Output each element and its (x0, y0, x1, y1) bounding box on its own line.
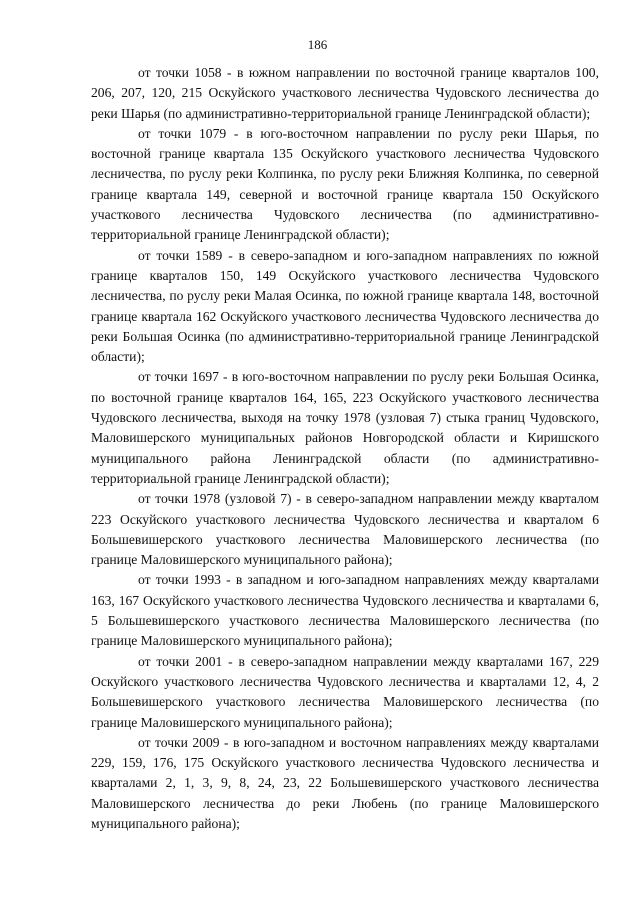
paragraph-point-2001: от точки 2001 - в северо-западном направлении между кварталами 167, 229 Оскуйского участкового лесничества Чудовского лесничества и кварталами 12, 4, 2 Большевишерского участкового лесничества Маловишерского лесничества (по границе Маловишерского муниципального района); (91, 653, 599, 730)
page-number: 186 (307, 37, 328, 52)
document-body (91, 63, 599, 834)
paragraph-point-1079: от точки 1079 - в юго-восточном направлении по руслу реки Шарья, по восточной границе квартала 135 Оскуйского участкового лесничества Чудовского лесничества, по руслу реки Колпинка, по руслу реки Ближняя Колпинка, по северной границе квартала 149, северной и восточной границе квартала 150 Оскуйского участкового лесничества Чудовского лесничества (по административно-территориальной границе Ленинградской области); (91, 125, 599, 243)
paragraph-point-2009: от точки 2009 - в юго-западном и восточном направлениях между кварталами 229, 159, 176, 175 Оскуйского участкового лесничества Чудовского лесничества и кварталами 2, 1, 3, 9, 8, 24, 23, 22 Большевишерского участкового лесничества Маловишерского лесничества до реки Любень (по границе Маловишерского муниципального района); (91, 734, 599, 831)
paragraph-point-1993: от точки 1993 - в западном и юго-западном направлениях между кварталами 163, 167 Оскуйского участкового лесничества Чудовского лесничества и кварталами 6, 5 Большевишерского участкового лесничества Маловишерского лесничества (по границе Маловишерского муниципального района); (91, 572, 599, 649)
paragraph-point-1978: от точки 1978 (узловой 7) - в северо-западном направлении между кварталом 223 Оскуйского участкового лесничества Чудовского лесничества и кварталом 6 Большевишерского участкового лесничества Маловишерского лесничества (по границе Маловишерского муниципального района); (91, 491, 599, 568)
paragraph-point-1058: от точки 1058 - в южном направлении по восточной границе кварталов 100, 206, 207, 120, 215 Оскуйского участкового лесничества Чудовского лесничества до реки Шарья (по административно-территориальной границе Ленинградской области); (91, 65, 599, 121)
paragraph-point-1697: от точки 1697 - в юго-восточном направлении по руслу реки Большая Осинка, по восточной границе кварталов 164, 165, 223 Оскуйского участкового лесничества Чудовского лесничества, выходя на точку 1978 (узловая 7) стыка границ Чудовского, Маловишерского муниципальных районов Новгородской области и Киришского муниципального района Ленинградской области (по административно-территориальной границе Ленинградской области); (91, 369, 599, 486)
paragraph-point-1589: от точки 1589 - в северо-западном и юго-западном направлениях по южной границе кварталов 150, 149 Оскуйского участкового лесничества Чудовского лесничества, по руслу реки Малая Осинка, по южной границе квартала 148, восточной границе квартала 162 Оскуйского участкового лесничества Чудовского лесничества до реки Большая Осинка (по административно-территориальной границе Ленинградской области); (91, 247, 599, 365)
